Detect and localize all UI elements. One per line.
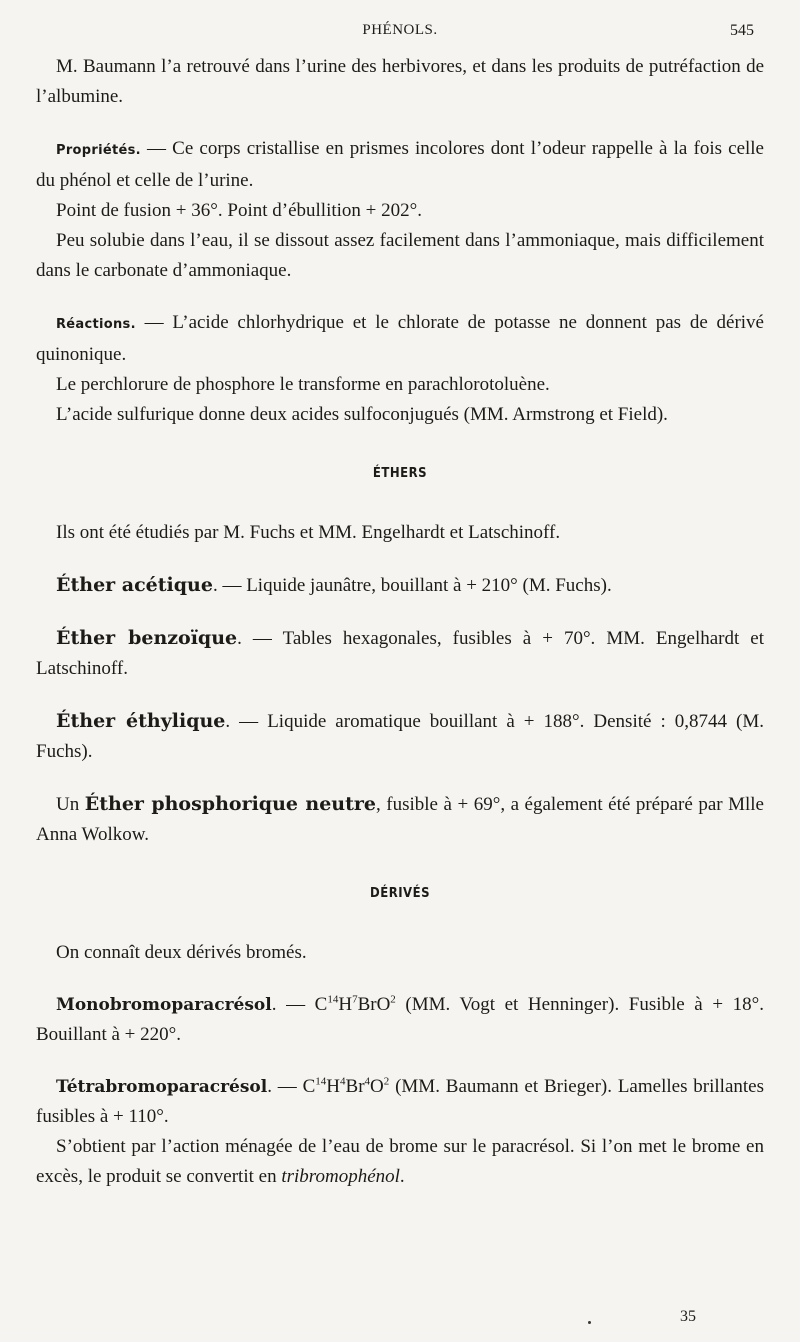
reactions-text: — L’acide chlorhydrique et le chlorate de potasse ne donnent pas de dérivé quinonique.	[36, 312, 764, 365]
running-title: PHÉNOLS.	[362, 22, 438, 38]
term-ether-benzoique: Éther benzoïque	[56, 627, 238, 649]
paragraph-perchlorure: Le perchlorure de phosphore le transforme en parachlorotoluène.	[56, 374, 550, 395]
proprietes-text: — Ce corps cristallise en prismes incolores dont l’odeur rappelle à la fois celle du phénol et celle de l’urine.	[36, 138, 764, 191]
running-head	[0, 20, 800, 44]
print-speck	[588, 1321, 591, 1324]
tetrabromo-text: (MM. Baumann et Brieger). Lamelles brillantes fusibles à + 110°.	[36, 1076, 764, 1127]
tetrabromo-formula-h: H	[326, 1076, 341, 1097]
section-heading-derives: DÉRIVÉS	[369, 886, 431, 901]
term-ether-ethylique: Éther éthylique	[56, 710, 226, 732]
tetrabromo-formula-br: Br	[345, 1076, 365, 1097]
term-tetrabromoparacresol: Tétrabromoparacrésol	[56, 1077, 268, 1097]
tetrabromo-formula-o: O	[370, 1076, 384, 1097]
monobromo-sup-1: 14	[327, 993, 339, 1006]
paragraph-ether-benzoique	[36, 623, 764, 684]
paragraph-baumann: M. Baumann l’a retrouvé dans l’urine des herbivores, et dans les produits de putréfaction de l’albumine.	[36, 56, 764, 107]
paragraph-reactions	[36, 308, 764, 370]
monobromo-formula-h: H	[338, 994, 353, 1015]
tetrabromo-sup-2: 4	[340, 1075, 346, 1088]
term-monobromoparacresol: Monobromoparacrésol	[56, 995, 272, 1015]
paragraph-obtient	[36, 1132, 764, 1192]
paragraph-ether-ethylique	[36, 706, 764, 767]
paragraph-solubility: Peu solubie dans l’eau, il se dissout assez facilement dans l’ammoniaque, mais difficilement dans le carbonate d’ammoniaque.	[36, 230, 764, 281]
term-ether-acetique: Éther acétique	[56, 574, 213, 596]
monobromo-sup-3: 2	[390, 993, 396, 1006]
paragraph-tetrabromo	[36, 1072, 764, 1132]
paragraph-ether-phosphorique	[36, 789, 764, 850]
tetrabromo-sup-3: 4	[364, 1075, 371, 1088]
obtient-text: S’obtient par l’action ménagée de l’eau de brome sur le paracrésol. Si l’on met le brome en excès, le produit se convertit en	[36, 1136, 764, 1187]
tetrabromo-sup-4: 2	[383, 1075, 390, 1088]
tetrabromo-formula-c: . — C	[267, 1076, 316, 1097]
signature-mark: 35	[680, 1308, 696, 1325]
paragraph-fusion: Point de fusion + 36°. Point d’ébullition + 202°.	[56, 200, 422, 221]
monobromo-text: (MM. Vogt et Henninger). Fusible à + 18°. Bouillant à + 220°.	[36, 994, 764, 1045]
page-body	[36, 52, 764, 1192]
obtient-end: .	[399, 1166, 405, 1187]
paragraph-monobromo	[36, 990, 764, 1050]
term-ether-phosphorique: Éther phosphorique neutre	[84, 793, 376, 815]
page-number: 545	[730, 22, 754, 39]
paragraph-derives-intro: On connaît deux dérivés bromés.	[56, 942, 307, 963]
proprietes-label: Propriétés.	[56, 143, 141, 158]
reactions-label: Réactions.	[56, 317, 136, 332]
paragraph-ether-acetique	[36, 570, 764, 601]
obtient-emphasis: tribromophénol	[281, 1166, 400, 1187]
paragraph-proprietes	[36, 134, 764, 196]
paragraph-sulfurique: L’acide sulfurique donne deux acides sulfoconjugués (MM. Armstrong et Field).	[56, 404, 668, 425]
ether-phosphorique-prefix: Un	[56, 794, 85, 815]
ether-ethylique-text: . — Liquide aromatique bouillant à + 188°. Densité : 0,8744 (M. Fuchs).	[36, 711, 764, 762]
tetrabromo-sup-1: 14	[315, 1075, 327, 1088]
section-heading-ethers: ÉTHERS	[372, 466, 428, 481]
ether-acetique-text: . — Liquide jaunâtre, bouillant à + 210° (M. Fuchs).	[212, 575, 612, 596]
paragraph-ethers-intro: Ils ont été étudiés par M. Fuchs et MM. Engelhardt et Latschinoff.	[56, 522, 561, 543]
monobromo-sup-2: 7	[352, 993, 358, 1006]
monobromo-formula-br: BrO	[357, 994, 391, 1015]
monobromo-formula-c: . — C	[271, 994, 328, 1015]
ether-benzoique-text: . — Tables hexagonales, fusibles à + 70°. MM. Engelhardt et Latschinoff.	[36, 628, 764, 679]
ether-phosphorique-text: , fusible à + 69°, a également été préparé par Mlle Anna Wolkow.	[36, 794, 764, 845]
